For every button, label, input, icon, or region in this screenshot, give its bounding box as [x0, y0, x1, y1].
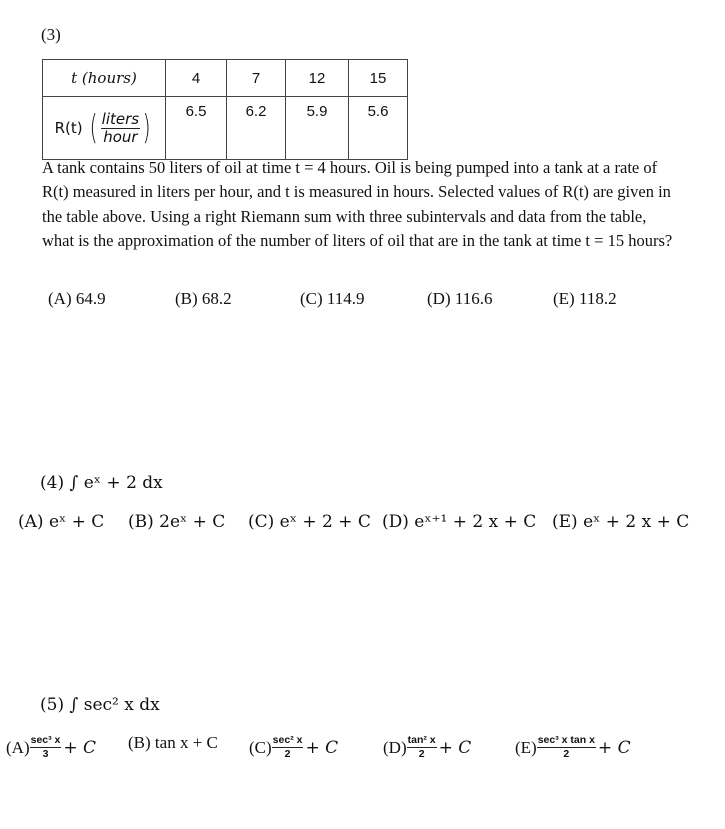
choice-letter: (C)	[249, 737, 272, 757]
table-cell-r: 5.9	[286, 97, 349, 160]
choice-tail: + C	[597, 737, 631, 758]
choice-letter: (B)	[128, 733, 151, 752]
table-header-t: t (hours)	[43, 60, 166, 97]
q5-choice-e[interactable]	[515, 734, 631, 761]
fraction-numerator: sec³ x tan x	[537, 734, 596, 748]
choice-fraction	[30, 734, 62, 761]
q3-choice-e[interactable]: (E) 118.2	[553, 289, 617, 308]
table-cell-r: 5.6	[349, 97, 408, 160]
fraction-denominator: 2	[418, 748, 425, 761]
q4-choice-c[interactable]: (C) eˣ + 2 + C	[248, 512, 371, 532]
fraction-numerator: sec³ x	[30, 734, 62, 748]
q3-paragraph: A tank contains 50 liters of oil at time t = 4 hours. Oil is being pumped into a tank at a rate of R(t) measured in liters per hour, and t is measured in hours. Selected values of R(t) are given in the table above. Using a right Riemann sum with three subintervals and data from the table, what is the approximation of the number of liters of oil that are in the tank at time t = 15 hours?	[42, 158, 673, 250]
q4-prompt: (4) ∫ eˣ + 2 dx	[40, 473, 163, 493]
q4-choice-d[interactable]: (D) eˣ⁺¹ + 2 x + C	[382, 512, 537, 532]
table-cell-t: 4	[166, 60, 227, 97]
table-cell-t: 12	[286, 60, 349, 97]
q5-choice-a[interactable]	[6, 734, 96, 761]
fraction-numerator: sec² x	[272, 734, 304, 748]
unit-denominator: hour	[103, 127, 138, 146]
q3-choice-a[interactable]: (A) 64.9	[48, 289, 106, 308]
choice-letter: (E)	[515, 737, 537, 757]
unit-fraction	[101, 111, 140, 145]
q3-choice-b[interactable]: (B) 68.2	[175, 289, 232, 308]
r-of-t-label: R(t)	[54, 119, 83, 137]
fraction-numerator: tan² x	[407, 734, 437, 748]
unit-numerator: liters	[101, 110, 140, 128]
q3-choice-d[interactable]: (D) 116.6	[427, 289, 493, 308]
q4-choice-e[interactable]: (E) eˣ + 2 x + C	[552, 512, 690, 532]
table-cell-r: 6.5	[166, 97, 227, 160]
table-header-r: R(t) ( $\frac{\text{liters}}{\text{hour}}$ )	[43, 97, 166, 160]
q5-choice-b[interactable]	[128, 733, 218, 753]
choice-tail: + C	[305, 737, 339, 758]
choice-text: tan x + C	[154, 733, 218, 752]
table-cell-t: 15	[349, 60, 408, 97]
choice-fraction	[407, 734, 437, 761]
choice-tail: + C	[63, 737, 97, 758]
q5-choice-d[interactable]	[383, 734, 471, 761]
choice-letter: (D)	[383, 737, 407, 757]
choice-fraction	[537, 734, 596, 761]
fraction-denominator: 3	[42, 748, 49, 761]
fraction-denominator: 2	[284, 748, 291, 761]
q3-number: (3)	[41, 25, 61, 44]
q4-choice-b[interactable]: (B) 2eˣ + C	[128, 512, 226, 532]
q5-choice-c[interactable]	[249, 734, 338, 761]
choice-fraction	[272, 734, 304, 761]
table-cell-r: 6.2	[227, 97, 286, 160]
choice-letter: (A)	[6, 737, 30, 757]
q5-prompt: (5) ∫ sec² x dx	[40, 695, 160, 715]
q3-choice-c[interactable]: (C) 114.9	[300, 289, 365, 308]
choice-tail: + C	[438, 737, 472, 758]
table-cell-t: 7	[227, 60, 286, 97]
fraction-denominator: 2	[563, 748, 570, 761]
rate-table	[42, 59, 408, 160]
q4-choice-a[interactable]: (A) eˣ + C	[18, 512, 105, 532]
